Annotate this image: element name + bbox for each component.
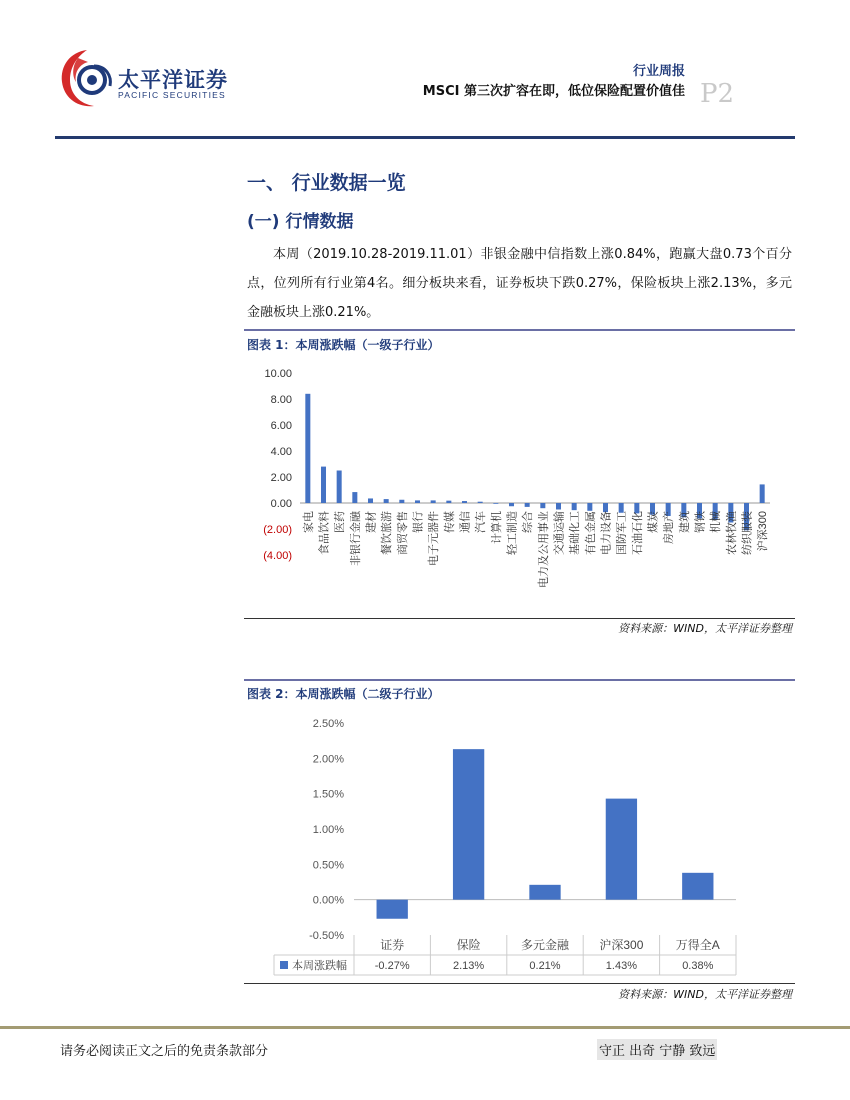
- y-tick-label: (2.00): [263, 524, 292, 536]
- y-tick-label: 0.50%: [312, 859, 344, 872]
- report-type: 行业周报: [632, 64, 685, 79]
- bar: [431, 500, 436, 503]
- figure1-bottom-rule: [244, 618, 795, 619]
- x-tick-label: 沪深300: [757, 511, 770, 552]
- bar: [462, 501, 467, 503]
- bar: [377, 900, 408, 919]
- x-tick-label: 保险: [456, 938, 481, 952]
- bar: [305, 394, 310, 503]
- bar: [587, 503, 592, 511]
- y-tick-label: 0.00%: [312, 894, 344, 907]
- bar: [493, 503, 498, 504]
- x-tick-label: 商贸零售: [396, 511, 409, 555]
- logo-name-en: PACIFIC SECURITIES: [118, 90, 226, 100]
- x-tick-label: 有色金属: [584, 511, 597, 555]
- y-tick-label: (4.00): [263, 550, 292, 562]
- x-tick-label: 非银行金融: [349, 511, 362, 566]
- x-tick-label: 电力及公用事业: [537, 511, 550, 588]
- bar: [682, 873, 713, 900]
- x-tick-label: 计算机: [490, 511, 503, 544]
- bar: [572, 503, 577, 510]
- legend-label: 本周涨跌幅: [292, 960, 347, 972]
- bar: [760, 484, 765, 503]
- header-rule: [55, 136, 795, 139]
- figure1-title: 图表 1：本周涨跌幅（一级子行业）: [247, 338, 440, 352]
- x-tick-label: 纺织服装: [741, 511, 754, 555]
- logo-name-cn: 太平洋证券: [118, 68, 228, 92]
- bar: [603, 503, 608, 512]
- bar: [509, 503, 514, 506]
- company-logo-icon: [58, 46, 116, 110]
- y-tick-label: 4.00: [270, 446, 292, 458]
- bar: [352, 492, 357, 503]
- x-tick-label: 传媒: [443, 511, 456, 533]
- section-heading: 一、 行业数据一览: [247, 172, 406, 194]
- bar: [368, 498, 373, 503]
- legend-swatch: [280, 961, 288, 969]
- data-label: 0.21%: [529, 960, 561, 972]
- figure2-top-rule: [244, 679, 795, 681]
- y-tick-label: 2.00: [270, 472, 292, 484]
- x-tick-label: 基础化工: [569, 511, 582, 555]
- bar: [399, 500, 404, 503]
- x-tick-label: 轻工制造: [506, 511, 519, 555]
- page-digit: 2: [717, 79, 735, 109]
- bar: [540, 503, 545, 508]
- x-tick-label: 证券: [380, 938, 405, 952]
- data-label: 0.38%: [682, 960, 714, 972]
- paragraph-text: 本周（2019.10.28-2019.11.01）非银金融中信指数上涨0.84%，跑赢大盘0.73个百分点，位列所有行业第4名。细分板块来看，证券板块下跌0.27%，保险板块上涨2.13%，多元金融板块上涨0.21%。: [247, 247, 792, 320]
- x-tick-label: 综合: [522, 511, 535, 533]
- footer-rule: [0, 1026, 850, 1029]
- x-tick-label: 钢铁: [694, 511, 707, 533]
- x-tick-label: 建筑: [678, 511, 691, 533]
- figure2-title: 图表 2：本周涨跌幅（二级子行业）: [247, 687, 440, 701]
- x-tick-label: 家电: [302, 511, 315, 533]
- bar: [478, 502, 483, 503]
- figure1-chart: [244, 355, 795, 617]
- bar: [384, 499, 389, 503]
- x-tick-label: 交通运输: [553, 511, 566, 555]
- y-tick-label: 1.00%: [312, 824, 344, 836]
- bar: [415, 500, 420, 503]
- bar: [556, 503, 561, 510]
- bar: [337, 471, 342, 504]
- y-tick-label: 10.00: [264, 368, 292, 380]
- figure2-bottom-rule: [244, 983, 795, 984]
- x-tick-label: 沪深300: [599, 938, 644, 952]
- y-tick-label: 2.50%: [312, 718, 344, 730]
- data-label: -0.27%: [374, 960, 410, 972]
- bar: [321, 467, 326, 503]
- x-tick-label: 餐饮旅游: [381, 511, 394, 555]
- x-tick-label: 银行: [412, 511, 425, 533]
- data-label: 1.43%: [605, 960, 638, 972]
- y-tick-label: 8.00: [270, 394, 292, 406]
- y-tick-label: 0.00: [270, 498, 292, 510]
- figure2-chart: [244, 705, 795, 981]
- x-tick-label: 房地产: [663, 511, 676, 544]
- x-tick-label: 医药: [334, 511, 347, 533]
- footer-disclaimer: 请务必阅读正文之后的免责条款部分: [60, 1044, 269, 1059]
- y-tick-label: 6.00: [270, 420, 292, 432]
- x-tick-label: 机械: [710, 511, 723, 533]
- y-tick-label: 1.50%: [312, 788, 344, 801]
- y-tick-label: -0.50%: [309, 930, 344, 942]
- x-tick-label: 食品饮料: [318, 511, 331, 555]
- x-tick-label: 万得全A: [675, 938, 720, 952]
- header: [0, 0, 850, 140]
- x-tick-label: 汽车: [475, 511, 488, 533]
- page-letter: P: [700, 79, 718, 109]
- x-tick-label: 国防军工: [616, 511, 629, 555]
- data-label: 2.13%: [452, 960, 485, 972]
- bar: [606, 799, 637, 900]
- x-tick-label: 煤炭: [647, 511, 660, 533]
- x-tick-label: 石油石化: [631, 511, 644, 555]
- x-tick-label: 电子元器件: [428, 511, 441, 566]
- x-tick-label: 农林牧渔: [725, 511, 738, 555]
- y-tick-label: 2.00%: [312, 753, 344, 766]
- x-tick-label: 建材: [365, 511, 378, 533]
- footer-motto: 守正 出奇 宁静 致远: [597, 1039, 717, 1060]
- bar: [529, 885, 560, 900]
- x-tick-label: 电力设备: [600, 511, 613, 555]
- body-paragraph: [247, 240, 792, 327]
- bar: [446, 501, 451, 503]
- x-tick-label: 通信: [459, 511, 472, 533]
- figure1-source: 资料来源：WIND，太平洋证券整理: [618, 622, 792, 635]
- page-number: [700, 70, 734, 111]
- figure1-top-rule: [244, 329, 795, 331]
- subsection-heading: (一) 行情数据: [247, 212, 354, 232]
- bar: [453, 749, 484, 900]
- bar: [525, 503, 530, 507]
- report-title: MSCI 第三次扩容在即，低位保险配置价值佳: [422, 84, 685, 99]
- x-tick-label: 多元金融: [520, 938, 570, 952]
- figure2-source: 资料来源：WIND，太平洋证券整理: [618, 988, 792, 1001]
